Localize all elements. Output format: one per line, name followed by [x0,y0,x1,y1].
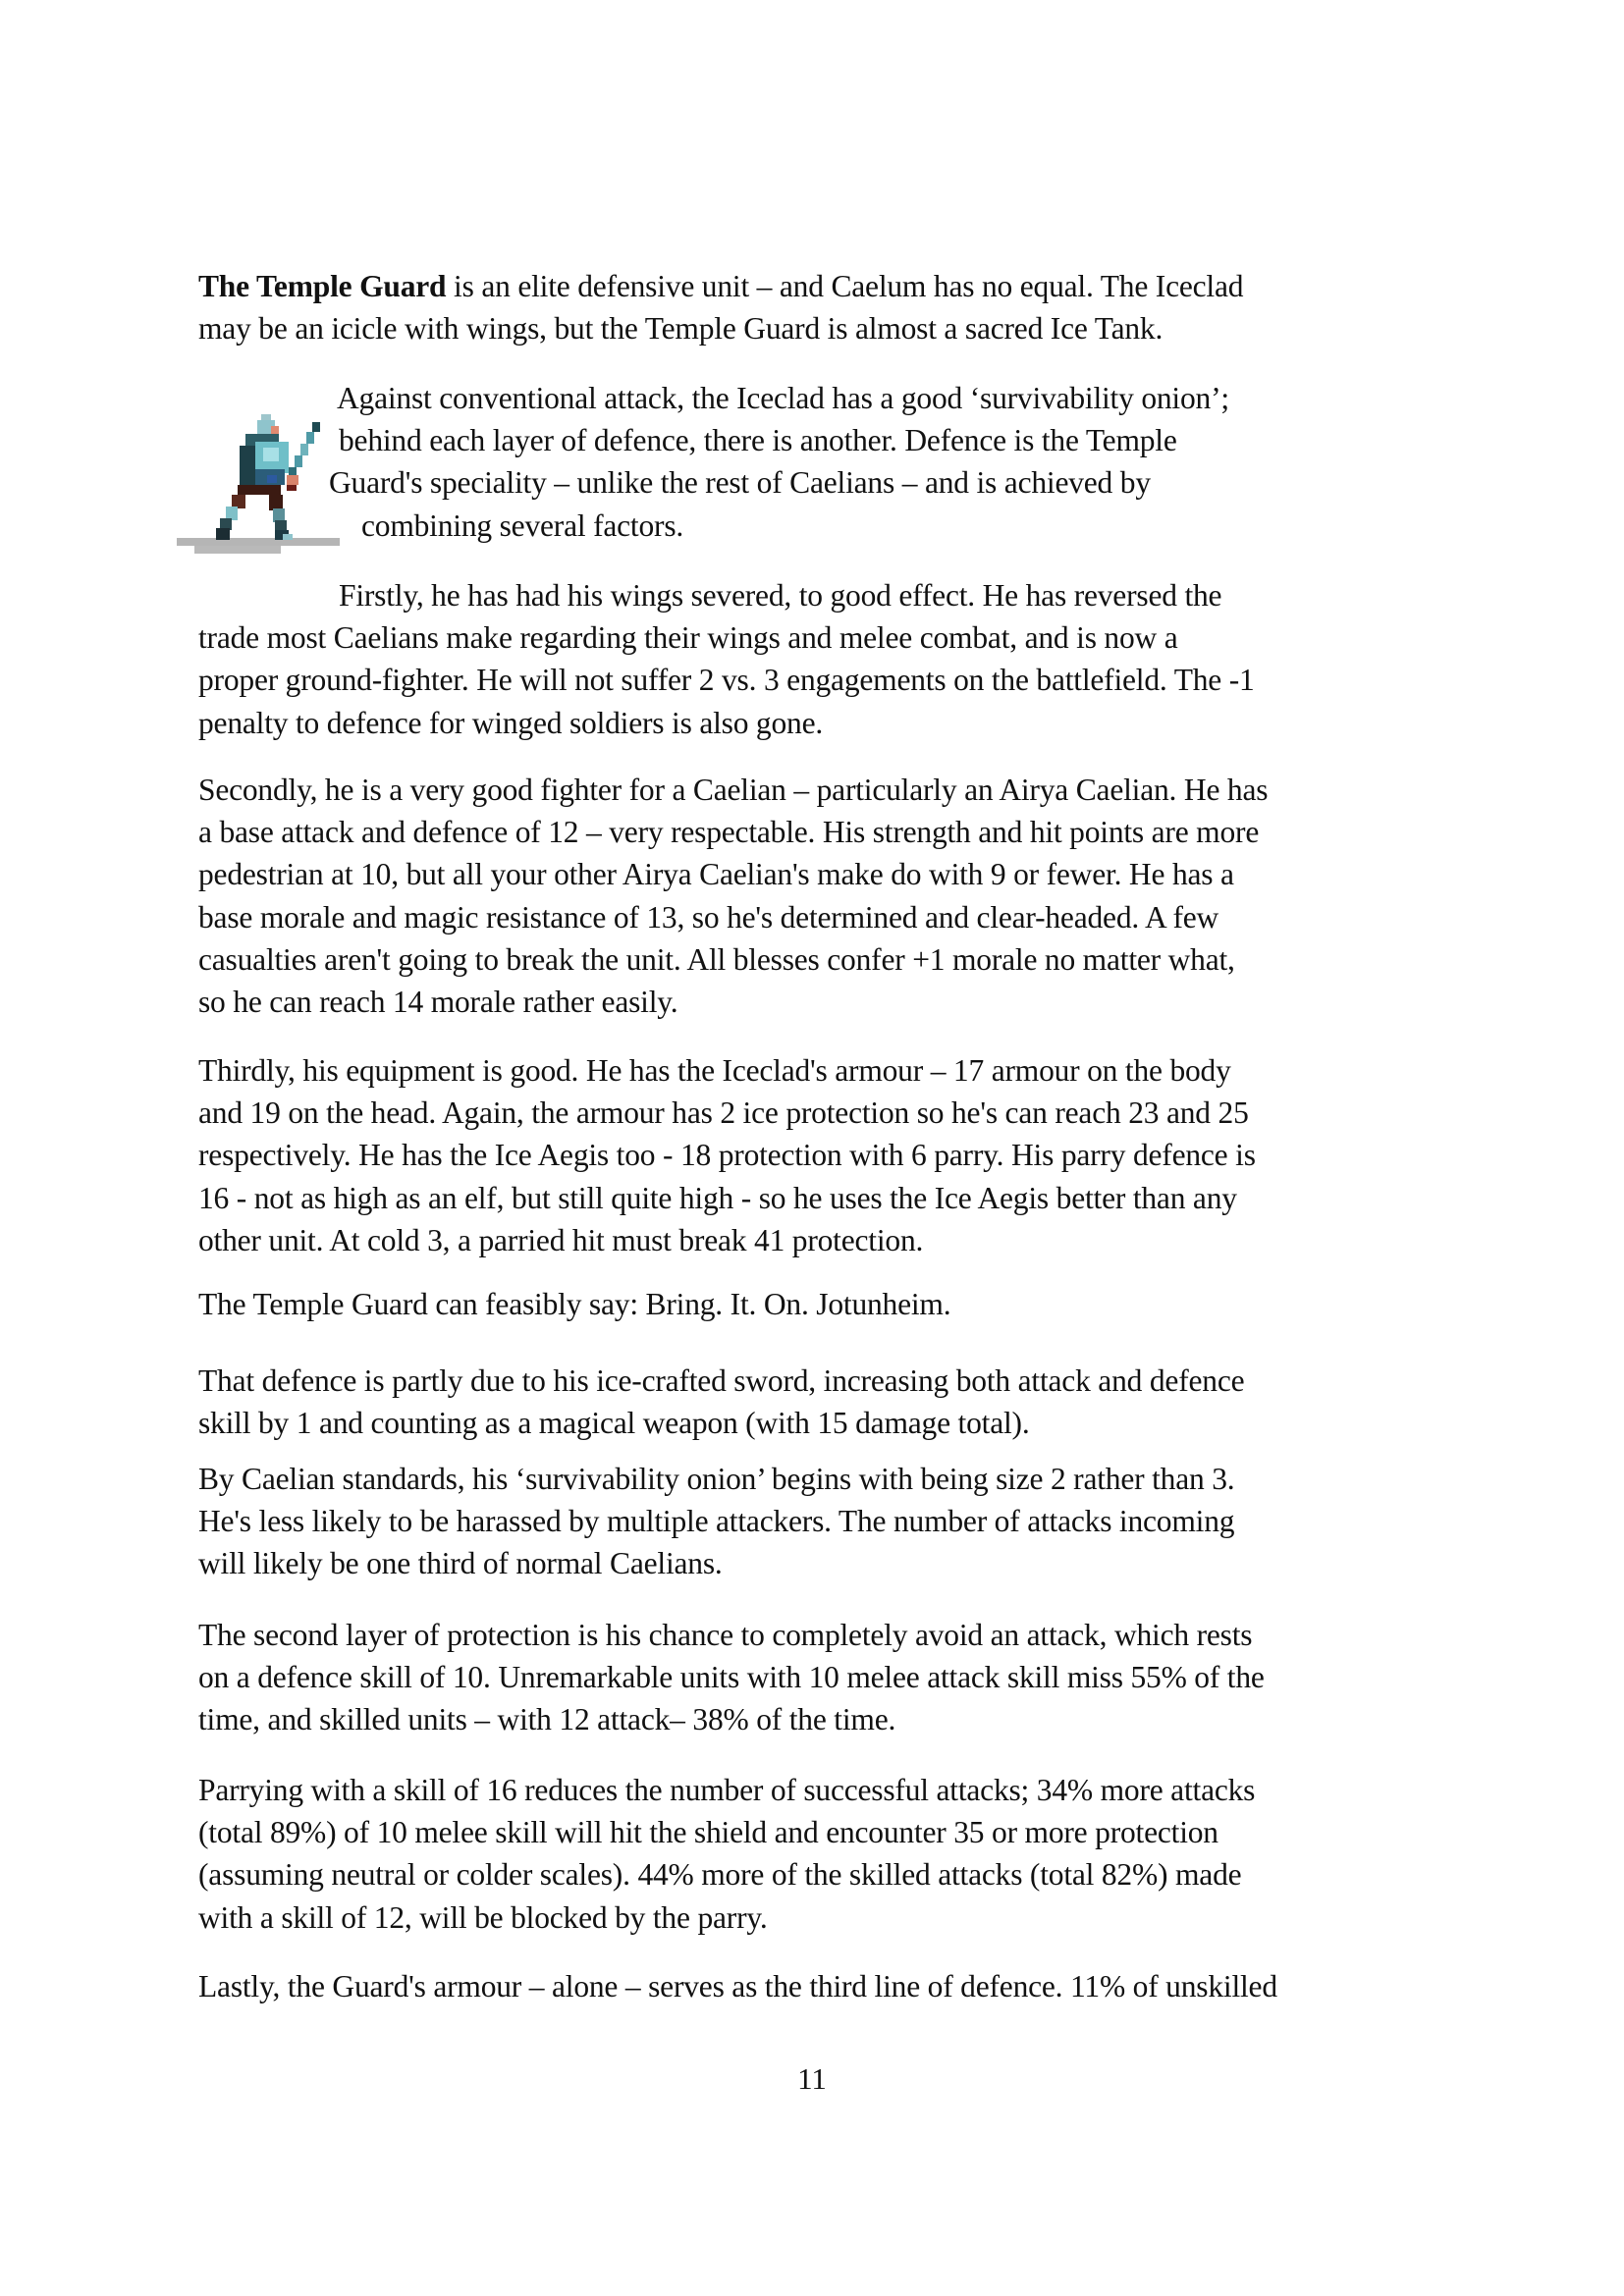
text-line: trade most Caelians make regarding their wings and melee combat, and is now a [198,620,1178,656]
paragraph-intro [198,265,1437,349]
text-line: Secondly, he is a very good fighter for a Caelian – particularly an Airya Caelian. He has [198,773,1269,807]
text-line: base morale and magic resistance of 13, so he's determined and clear-headed. A few [198,899,1219,934]
text-line: The Temple Guard is an elite defensive unit – and Caelum has no equal. The Iceclad [198,269,1244,303]
paragraph-lastly [198,1965,1437,2007]
text-line: proper ground-fighter. He will not suffer 2 vs. 3 engagements on the battlefield. The -1 [198,663,1255,698]
paragraph-secondly [198,769,1437,1023]
text-line: combining several factors. [361,507,684,543]
paragraph-sword [198,1360,1437,1444]
text-line: with a skill of 12, will be blocked by the parry. [198,1899,768,1935]
paragraph-parrying [198,1769,1437,1939]
text-line: The second layer of protection is his chance to completely avoid an attack, which rests [198,1618,1253,1652]
text-line: casualties aren't going to break the unit. All blesses confer +1 morale no matter what, [198,941,1235,977]
text-line: He's less likely to be harassed by multiple attackers. The number of attacks incoming [198,1504,1235,1539]
paragraph-size [198,1458,1437,1585]
text-line: Thirdly, his equipment is good. He has the Iceclad's armour – 17 armour on the body [198,1053,1231,1088]
text-line: Firstly, he has had his wings severed, to good effect. He has reversed the [339,578,1222,613]
paragraph-thirdly [198,1049,1437,1261]
text-line: and 19 on the head. Again, the armour has 2 ice protection so he's can reach 23 and 25 [198,1095,1249,1131]
text-line: other unit. At cold 3, a parried hit must break 41 protection. [198,1222,924,1257]
text-line: Lastly, the Guard's armour – alone – serves as the third line of defence. 11% of unskilled [198,1969,1277,2003]
text-line: By Caelian standards, his ‘survivability onion’ begins with being size 2 rather than 3. [198,1462,1235,1496]
text-line: Parrying with a skill of 16 reduces the number of successful attacks; 34% more attacks [198,1773,1256,1807]
text-line: penalty to defence for winged soldiers is also gone. [198,705,824,740]
text-line: Against conventional attack, the Iceclad has a good ‘survivability onion’; [337,381,1229,415]
unit-name-bold: The Temple Guard [198,269,447,303]
text-line: behind each layer of defence, there is another. Defence is the Temple [339,423,1177,458]
text-line: (assuming neutral or colder scales). 44% more of the skilled attacks (total 82%) made [198,1857,1242,1893]
text-line: so he can reach 14 morale rather easily. [198,985,678,1020]
text-line: time, and skilled units – with 12 attack– 38% of the time. [198,1702,896,1737]
text-line: That defence is partly due to his ice-crafted sword, increasing both attack and defence [198,1363,1245,1398]
paragraph-firstly [198,574,1437,744]
text-line: respectively. He has the Ice Aegis too - 18 protection with 6 parry. His parry defence is [198,1138,1256,1173]
text-line: will likely be one third of normal Caelians. [198,1546,723,1581]
paragraph-bring-it-on [198,1283,1437,1325]
paragraph-onion [0,377,1624,547]
text-line: on a defence skill of 10. Unremarkable units with 10 melee attack skill miss 55% of the [198,1660,1265,1695]
page-number: 11 [797,2061,827,2096]
text-line: may be an icicle with wings, but the Temple Guard is almost a sacred Ice Tank. [198,311,1164,347]
text-line: 16 - not as high as an elf, but still quite high - so he uses the Ice Aegis better than any [198,1180,1237,1215]
paragraph-second-layer [198,1614,1437,1741]
text-line: The Temple Guard can feasibly say: Bring. It. On. Jotunheim. [198,1287,951,1321]
text-line: a base attack and defence of 12 – very respectable. His strength and hit points are more [198,815,1260,850]
text-line: Guard's speciality – unlike the rest of Caelians – and is achieved by [329,465,1151,501]
text-line: pedestrian at 10, but all your other Airya Caelian's make do with 9 or fewer. He has a [198,857,1234,892]
text-line: (total 89%) of 10 melee skill will hit the shield and encounter 35 or more protection [198,1815,1218,1850]
text-line: skill by 1 and counting as a magical weapon (with 15 damage total). [198,1406,1030,1441]
